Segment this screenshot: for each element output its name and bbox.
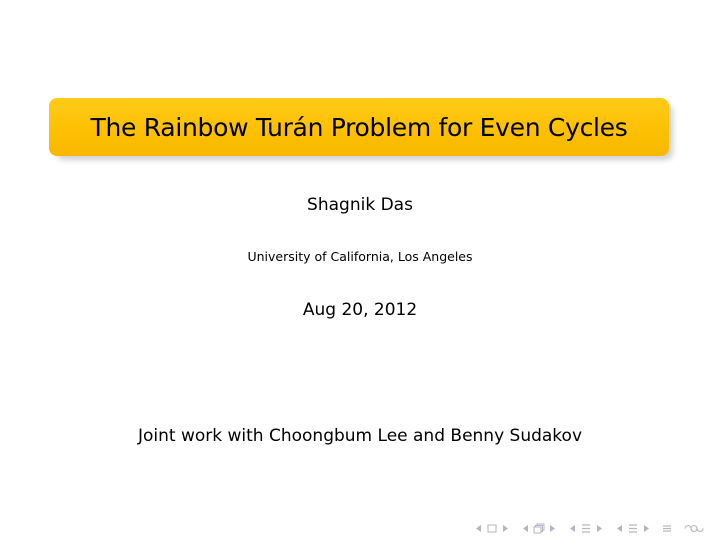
institute: University of California, Los Angeles xyxy=(247,249,473,264)
navigation-bar xyxy=(467,521,706,535)
joint-work-note: Joint work with Choongbum Lee and Benny Sudakov xyxy=(137,426,583,446)
nav-section-group xyxy=(567,523,605,534)
prev-arrow-icon[interactable] xyxy=(520,523,532,534)
slide-title: The Rainbow Turán Problem for Even Cycles xyxy=(90,112,628,142)
title-box xyxy=(49,98,669,156)
next-arrow-icon[interactable] xyxy=(499,523,511,534)
subsection-icon[interactable] xyxy=(533,523,545,534)
search-icon[interactable] xyxy=(682,523,706,534)
nav-align-group xyxy=(661,523,673,534)
nav-subsection-group xyxy=(520,523,558,534)
section-icon[interactable] xyxy=(580,523,592,534)
prev-arrow-icon[interactable] xyxy=(614,523,626,534)
next-arrow-icon[interactable] xyxy=(593,523,605,534)
prev-arrow-icon[interactable] xyxy=(567,523,579,534)
prev-arrow-icon[interactable] xyxy=(473,523,485,534)
next-arrow-icon[interactable] xyxy=(546,523,558,534)
align-icon[interactable] xyxy=(661,523,673,534)
presentation-date: Aug 20, 2012 xyxy=(302,300,418,320)
frame-icon[interactable] xyxy=(486,523,498,534)
nav-search-group xyxy=(682,523,706,534)
section-icon[interactable] xyxy=(627,523,639,534)
next-arrow-icon[interactable] xyxy=(640,523,652,534)
nav-document-group xyxy=(614,523,652,534)
author-name: Shagnik Das xyxy=(307,195,413,215)
nav-frame-group xyxy=(473,523,511,534)
